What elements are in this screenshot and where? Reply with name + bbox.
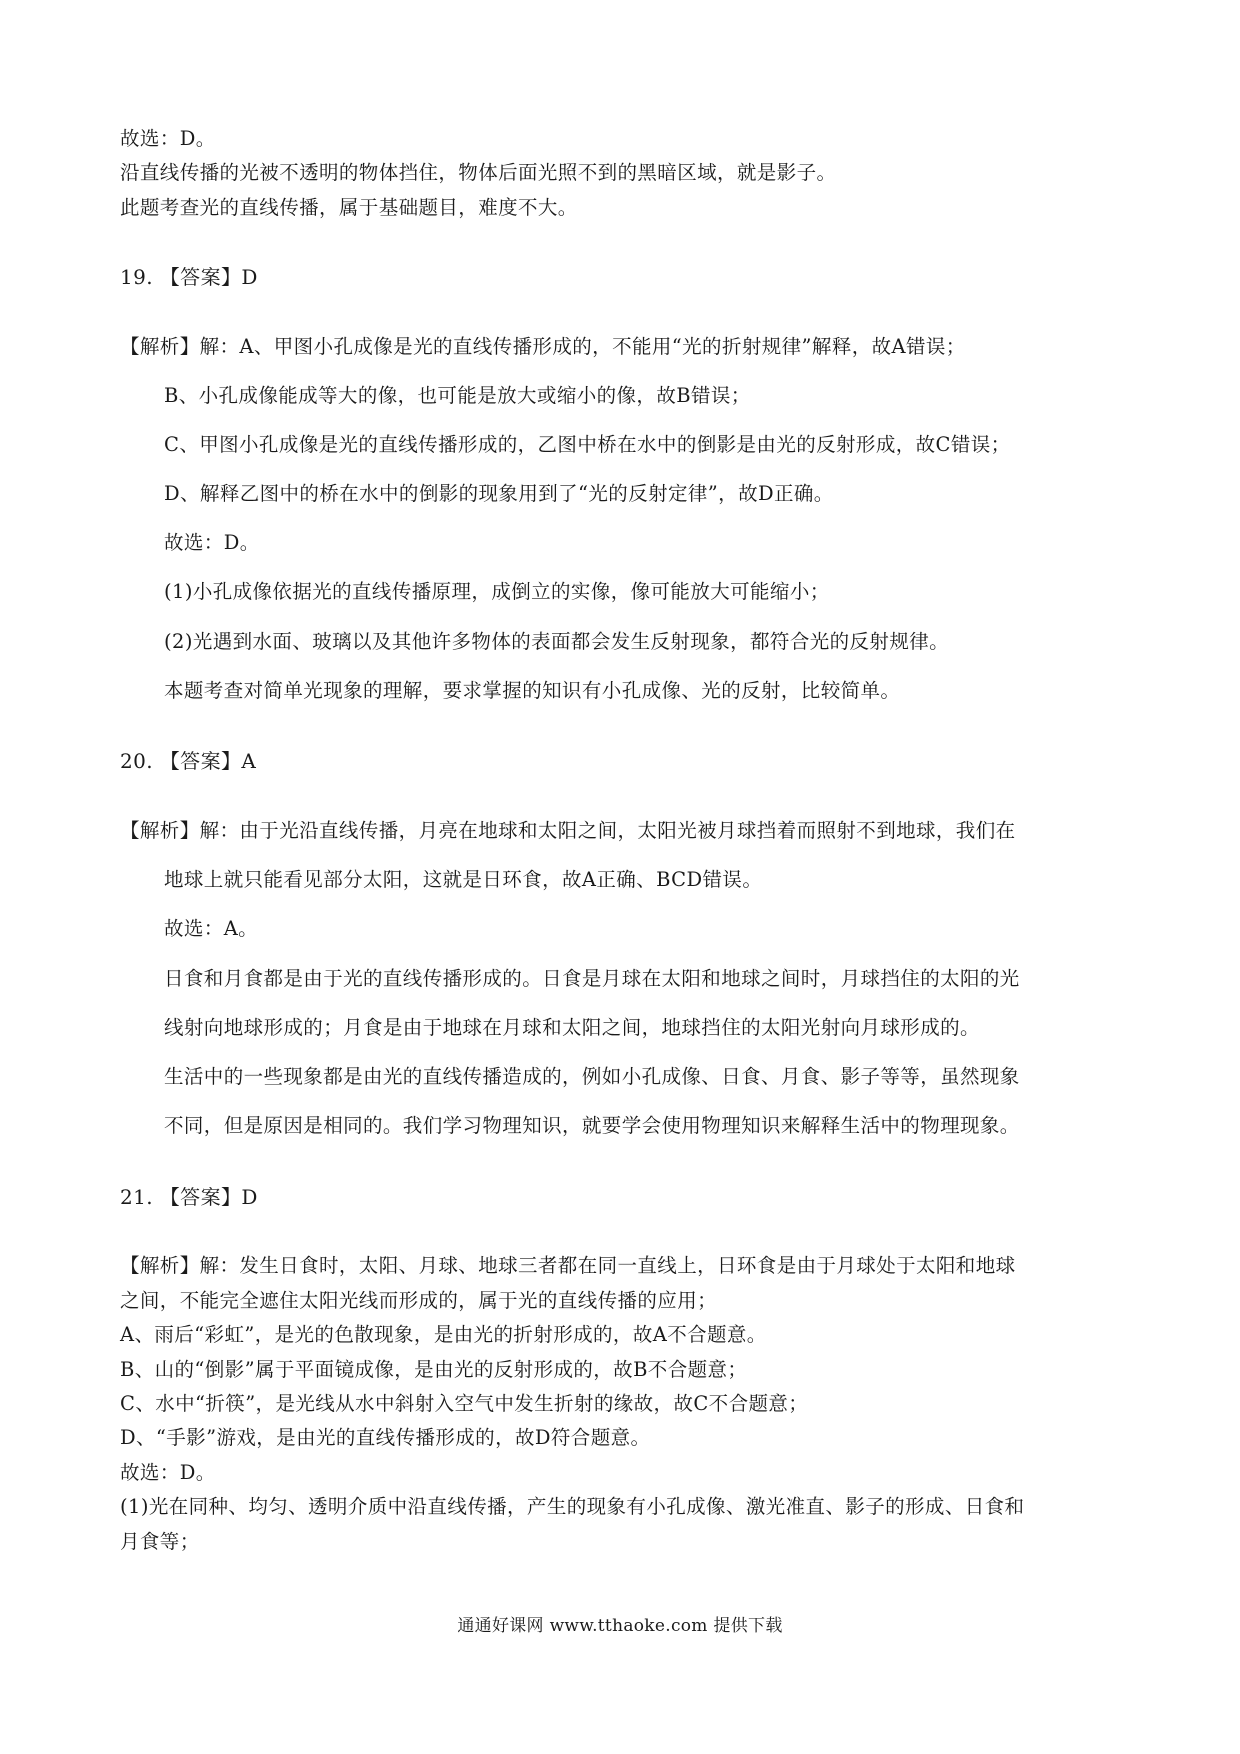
- q19-text-line: 本题考查对简单光现象的理解，要求掌握的知识有小孔成像、光的反射，比较简单。: [164, 679, 901, 702]
- q19-text-line: (1)小孔成像依据光的直线传播原理，成倒立的实像，像可能放大可能缩小；: [164, 580, 830, 603]
- q21-text-line: B、山的“倒影”属于平面镜成像，是由光的反射形成的，故B不合题意；: [120, 1358, 748, 1381]
- q21-text-line: 之间，不能完全遮住太阳光线而形成的，属于光的直线传播的应用；: [120, 1289, 718, 1312]
- q21-text-line: D、“手影”游戏，是由光的直线传播形成的，故D符合题意。: [120, 1426, 651, 1449]
- text-line: 沿直线传播的光被不透明的物体挡住，物体后面光照不到的黑暗区域，就是影子。: [120, 161, 837, 184]
- q21-text-line: A、雨后“彩虹”，是光的色散现象，是由光的折射形成的，故A不合题意。: [120, 1323, 767, 1346]
- q19-text-line: (2)光遇到水面、玻璃以及其他许多物体的表面都会发生反射现象，都符合光的反射规律。: [164, 630, 950, 653]
- q19-analysis-line: 【解析】解：A、甲图小孔成像是光的直线传播形成的，不能用“光的折射规律”解释，故A错误；: [120, 335, 966, 358]
- page-footer: 通通好课网 www.tthaoke.com 提供下载: [457, 1616, 783, 1636]
- q19-answer: 19. 【答案】D: [120, 265, 258, 289]
- q21-text-line: 【解析】解：发生日食时，太阳、月球、地球三者都在同一直线上，日环食是由于月球处于太阳和地球: [120, 1254, 1016, 1277]
- q20-text-line: 故选：A。: [164, 917, 259, 940]
- q21-text-line: (1)光在同种、均匀、透明介质中沿直线传播，产生的现象有小孔成像、激光准直、影子的形成、日食和: [120, 1495, 1025, 1518]
- text-line: 此题考查光的直线传播，属于基础题目，难度不大。: [120, 196, 578, 219]
- q19-text-line: 故选：D。: [164, 531, 260, 554]
- q19-text-line: D、解释乙图中的桥在水中的倒影的现象用到了“光的反射定律”，故D正确。: [164, 482, 834, 505]
- q20-text-line: 不同，但是原因是相同的。我们学习物理知识，就要学会使用物理知识来解释生活中的物理现象。: [164, 1114, 1020, 1137]
- q20-text-line: 地球上就只能看见部分太阳，这就是日环食，故A正确、BCD错误。: [164, 868, 763, 891]
- q20-analysis-line: 【解析】解：由于光沿直线传播，月亮在地球和太阳之间，太阳光被月球挡着而照射不到地球，我们在: [120, 819, 1016, 842]
- q19-text-line: B、小孔成像能成等大的像，也可能是放大或缩小的像，故B错误；: [164, 384, 751, 407]
- q20-text-line: 日食和月食都是由于光的直线传播形成的。日食是月球在太阳和地球之间时，月球挡住的太阳的光: [164, 967, 1020, 990]
- text-line: 故选：D。: [120, 127, 216, 150]
- q21-text-line: 故选：D。: [120, 1461, 216, 1484]
- q20-text-line: 生活中的一些现象都是由光的直线传播造成的，例如小孔成像、日食、月食、影子等等，虽然现象: [164, 1065, 1020, 1088]
- q21-answer: 21. 【答案】D: [120, 1185, 258, 1209]
- q21-text-line: 月食等；: [120, 1530, 200, 1553]
- q19-text-line: C、甲图小孔成像是光的直线传播形成的，乙图中桥在水中的倒影是由光的反射形成，故C错误；: [164, 433, 1011, 456]
- q20-text-line: 线射向地球形成的；月食是由于地球在月球和太阳之间，地球挡住的太阳光射向月球形成的。: [164, 1016, 980, 1039]
- q21-text-line: C、水中“折筷”，是光线从水中斜射入空气中发生折射的缘故，故C不合题意；: [120, 1392, 809, 1415]
- q20-answer: 20. 【答案】A: [120, 749, 257, 773]
